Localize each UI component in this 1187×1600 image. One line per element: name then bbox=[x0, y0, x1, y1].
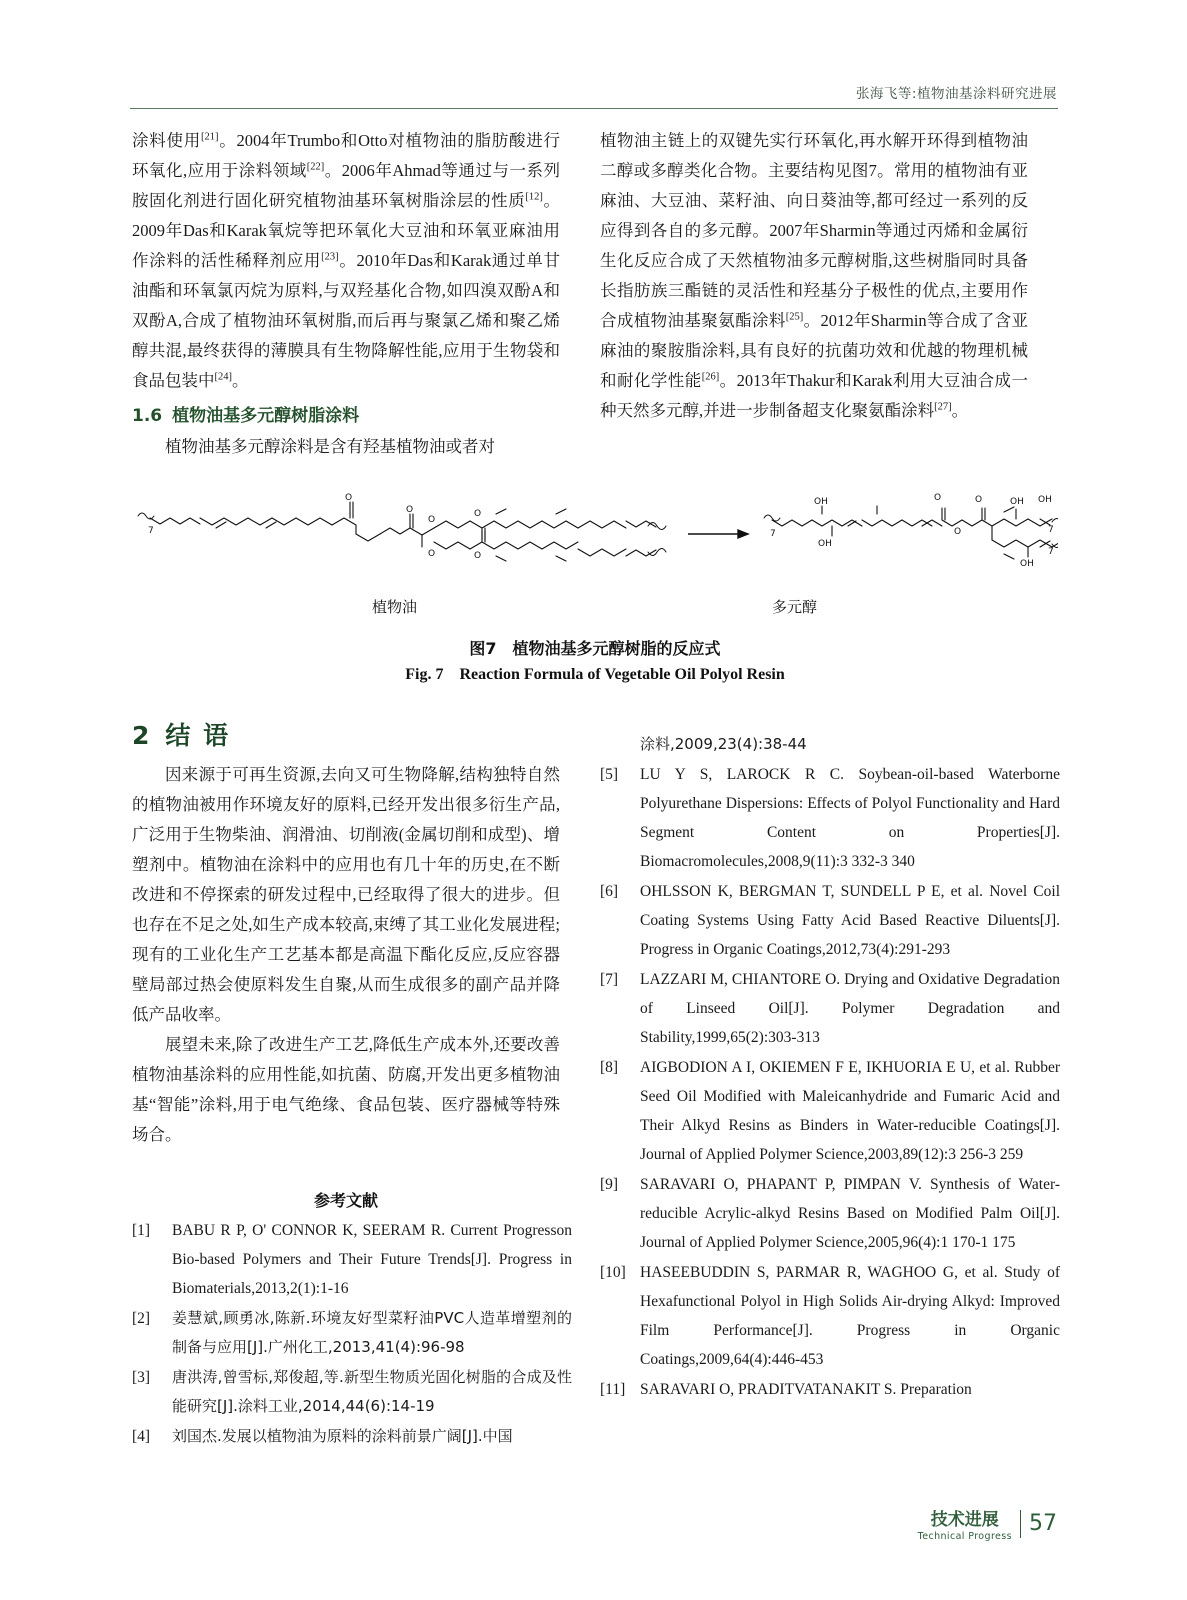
reaction-scheme-drawing bbox=[132, 470, 1058, 650]
running-head: 张海飞等:植物油基涂料研究进展 bbox=[855, 86, 1057, 102]
reference-tag: [9] bbox=[600, 1176, 619, 1193]
svg-text:O: O bbox=[474, 509, 482, 519]
reference-item bbox=[132, 1216, 572, 1303]
body-column-right bbox=[600, 126, 1028, 426]
references-heading: 参考文献 bbox=[313, 1191, 378, 1210]
svg-text:O: O bbox=[975, 495, 983, 505]
reference-text: OHLSSON K, BERGMAN T, SUNDELL P E, et al. Novel Coil Coating Systems Using Fatty Acid Based Reactive Diluents[J]. Progress in Organic Coatings,2012,73(4):291-293 bbox=[640, 883, 1060, 958]
reference-item bbox=[600, 1375, 1060, 1404]
reference-item bbox=[600, 760, 1060, 876]
reference-text: BABU R P, O' CONNOR K, SEERAM R. Current Progresson Bio-based Polymers and Their Future Trends[J]. Progress in Biomaterials,2013,2(1):1-16 bbox=[172, 1222, 572, 1297]
svg-text:O: O bbox=[406, 505, 414, 515]
figure-caption-cn: 图7 植物油基多元醇树脂的反应式 bbox=[469, 639, 721, 658]
conclusion-heading bbox=[132, 716, 560, 752]
svg-text:O: O bbox=[934, 493, 942, 503]
reference-text: SARAVARI O, PRADITVATANAKIT S. Preparation bbox=[640, 1381, 972, 1398]
reference-item bbox=[132, 1304, 572, 1362]
reference-tag: [11] bbox=[600, 1381, 626, 1398]
reference-item bbox=[600, 877, 1060, 964]
conclusion-paragraph-1: 因来源于可再生资源,去向又可生物降解,结构独特自然的植物油被用作环境友好的原料,已经开发出很多衍生产品,广泛用于生物柴油、润滑油、切削液(金属切削和成型)、增塑剂中。植物油在涂料中的应用也有几十年的历史,在不断改进和不停探索的研发过程中,已经取得了很大的进步。但也存在不足之处,如生产成本较高,束缚了其工业化发展进程;现有的工业化生产工艺基本都是高温下酯化反应,反应容器壁局部过热会使原料发生自聚,从而生成很多的副产品并降低产品收率。 bbox=[132, 765, 560, 1024]
reference-item bbox=[600, 1258, 1060, 1374]
reference-text: 刘国杰.发展以植物油为原料的涂料前景广阔[J].中国 bbox=[172, 1427, 513, 1445]
reference-text: LAZZARI M, CHIANTORE O. Drying and Oxidative Degradation of Linseed Oil[J]. Polymer Degradation and Stability,1999,65(2):303-313 bbox=[640, 971, 1060, 1046]
reference-tag: [10] bbox=[600, 1264, 626, 1281]
conclusion-number: 2 bbox=[132, 721, 152, 750]
reference-tag: [3] bbox=[132, 1369, 151, 1386]
svg-text:7: 7 bbox=[770, 529, 776, 539]
figure-caption-en: Fig. 7 Reaction Formula of Vegetable Oil Polyol Resin bbox=[405, 666, 785, 683]
left-paragraph-1: 涂料使用[21]。2004年Trumbo和Otto对植物油的脂肪酸进行环氧化,应用于涂料领域[22]。2006年Ahmad等通过与一系列胺固化剂进行固化研究植物油基环氧树脂涂层的性质[12]。2009年Das和Karak氧烷等把环氧化大豆油和环氧亚麻油用作涂料的活性稀释剂应用[23]。2010年Das和Karak通过单甘油酯和环氧氯丙烷为原料,与双羟基化合物,如四溴双酚A和双酚A,合成了植物油环氧树脂,而后再与聚氯乙烯和聚乙烯醇共混,最终获得的薄膜具有生物降解性能,应用于生物袋和食品包装中[24]。 bbox=[132, 131, 561, 390]
reference-item bbox=[132, 1363, 572, 1421]
conclusion-title: 结 语 bbox=[165, 721, 231, 750]
figure-label-vegetable-oil: 植物油 bbox=[372, 598, 418, 616]
right-paragraph-1: 植物油主链上的双键先实行环氧化,再水解开环得到植物油二醇或多醇类化合物。主要结构见图7。常用的植物油有亚麻油、大豆油、菜籽油、向日葵油等,都可经过一系列的反应得到各自的多元醇。2007年Sharmin等通过丙烯和金属衍生化反应合成了天然植物油多元醇树脂,这些树脂同时具备长指肪族三酯链的灵活性和羟基分子极性的优点,主要用作合成植物油基聚氨酯涂料[25]。2012年Sharmin等合成了含亚麻油的聚胺脂涂料,具有良好的抗菌功效和优越的物理机械和耐化学性能[26]。2013年Thakur和Karak利用大豆油合成一种天然多元醇,并进一步制备超支化聚氨酯涂料[27]。 bbox=[600, 131, 1028, 420]
svg-text:O: O bbox=[428, 549, 436, 559]
reference-tag: [6] bbox=[600, 883, 619, 900]
svg-text:OH: OH bbox=[814, 497, 828, 507]
svg-text:OH: OH bbox=[1038, 495, 1052, 505]
conclusion-paragraph-2: 展望未来,除了改进生产工艺,降低生产成本外,还要改善植物油基涂料的应用性能,如抗菌、防腐,开发出更多植物油基“智能”涂料,用于电气绝缘、食品包装、医疗器械等特殊场合。 bbox=[132, 1035, 560, 1144]
reference-item bbox=[132, 1422, 572, 1451]
figure-label-polyol: 多元醇 bbox=[772, 598, 818, 616]
svg-text:OH: OH bbox=[1020, 559, 1034, 569]
reference-tag: [2] bbox=[132, 1310, 151, 1327]
references-list-left bbox=[132, 1216, 572, 1452]
references-list-right bbox=[600, 730, 1060, 1405]
reference-tag: [1] bbox=[132, 1222, 151, 1239]
reference-tag: [5] bbox=[600, 766, 619, 783]
reference-text: 涂料,2009,23(4):38-44 bbox=[640, 735, 807, 753]
reference-item bbox=[600, 730, 1060, 759]
section-title: 植物油基多元醇树脂涂料 bbox=[172, 406, 360, 426]
body-column-left bbox=[132, 126, 560, 462]
page-footer bbox=[918, 1505, 1057, 1542]
footer-brand-cn: 技术进展 bbox=[930, 1510, 999, 1530]
conclusion-section bbox=[132, 716, 560, 1150]
svg-text:7: 7 bbox=[148, 526, 154, 536]
reference-text: 姜慧斌,顾勇冰,陈新.环境友好型菜籽油PVC人造革增塑剂的制备与应用[J].广州化工,2013,41(4):96-98 bbox=[172, 1309, 572, 1356]
section-number: 1.6 bbox=[132, 406, 163, 426]
reference-item bbox=[600, 1053, 1060, 1169]
reference-text: SARAVARI O, PHAPANT P, PIMPAN V. Synthesis of Water-reducible Acrylic-alkyd Resins Based on Modified Palm Oil[J]. Journal of Applied Polymer Science,2005,96(4):1 170-1 175 bbox=[640, 1176, 1060, 1251]
reference-text: 唐洪涛,曾雪标,郑俊超,等.新型生物质光固化树脂的合成及性能研究[J].涂料工业,2014,44(6):14-19 bbox=[172, 1368, 572, 1415]
reference-item bbox=[600, 965, 1060, 1052]
reference-tag: [8] bbox=[600, 1059, 619, 1076]
page-number: 57 bbox=[1029, 1511, 1057, 1536]
header-rule bbox=[130, 108, 1058, 109]
footer-divider bbox=[1020, 1510, 1021, 1538]
svg-text:7: 7 bbox=[1048, 547, 1054, 557]
svg-text:7: 7 bbox=[1048, 525, 1054, 535]
reference-tag: [7] bbox=[600, 971, 619, 988]
svg-text:O: O bbox=[954, 527, 962, 537]
footer-brand bbox=[918, 1505, 1012, 1542]
footer-brand-en: Technical Progress bbox=[917, 1531, 1012, 1542]
reference-text: AIGBODION A I, OKIEMEN F E, IKHUORIA E U, et al. Rubber Seed Oil Modified with Maleicanhydride and Fumaric Acid and Their Alkyd Resins as Binders in Water-reducible Coatings[J]. Journal of Applied Polymer Science,2003,89(12):3 256-3 259 bbox=[640, 1059, 1060, 1163]
svg-text:OH: OH bbox=[1010, 497, 1024, 507]
section-heading-1-6 bbox=[132, 402, 560, 430]
reference-text: LU Y S, LAROCK R C. Soybean-oil-based Waterborne Polyurethane Dispersions: Effects of Polyol Functionality and Hard Segment Content on Properties[J]. Biomacromolecules,2008,9(11):3 332-3 340 bbox=[640, 766, 1060, 870]
atom-label-o: O bbox=[345, 493, 353, 503]
left-paragraph-2: 植物油基多元醇涂料是含有羟基植物油或者对 bbox=[165, 437, 495, 456]
figure-7-caption bbox=[132, 636, 1058, 688]
reference-text: HASEEBUDDIN S, PARMAR R, WAGHOO G, et al. Study of Hexafunctional Polyol in High Solids Air-drying Alkyd: Improved Film Performance[J]. Progress in Organic Coatings,2009,64(4):446-453 bbox=[640, 1264, 1060, 1368]
svg-text:O: O bbox=[428, 515, 436, 525]
svg-text:O: O bbox=[474, 551, 482, 561]
reference-tag: [4] bbox=[132, 1428, 151, 1445]
svg-text:OH: OH bbox=[818, 539, 832, 549]
reference-item bbox=[600, 1170, 1060, 1257]
